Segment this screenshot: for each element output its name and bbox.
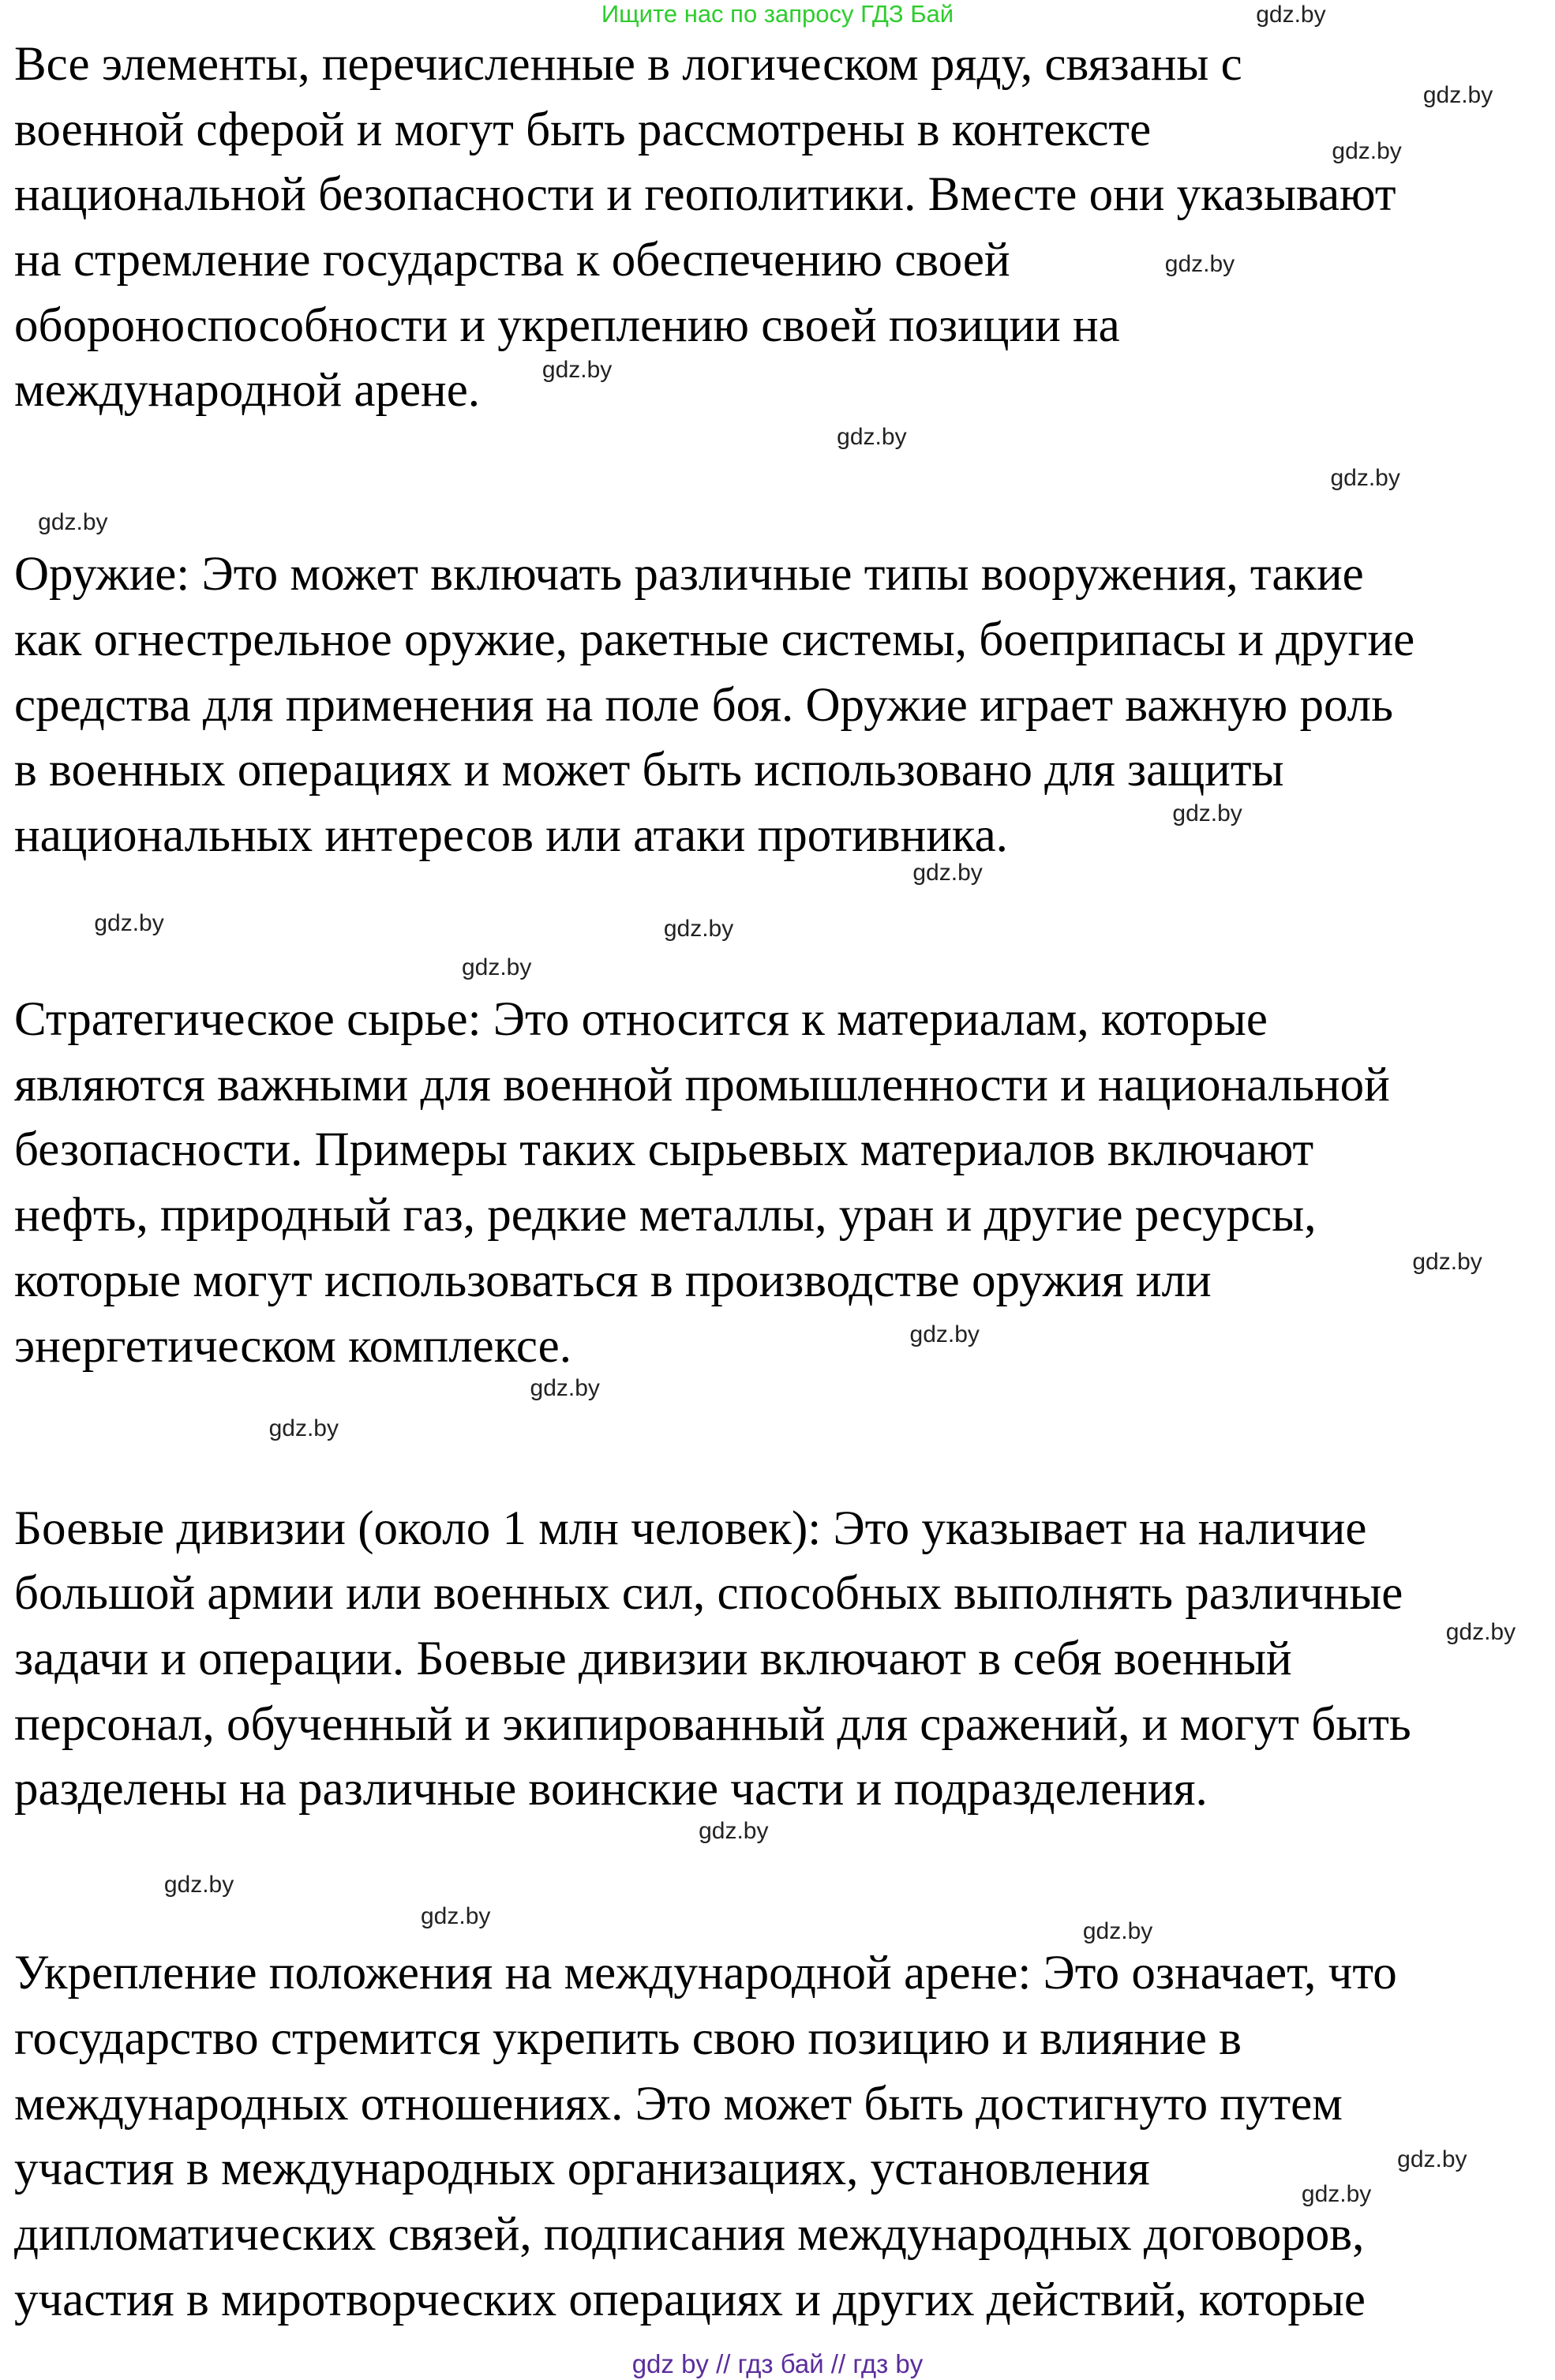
paragraph-5-line: международных отношениях. Это может быть достигнуто путем	[14, 2077, 1343, 2131]
paragraph-2-line: как огнестрельное оружие, ракетные системы, боеприпасы и другие	[14, 613, 1415, 666]
watermark-text: gdz.by	[1172, 800, 1242, 827]
paragraph-1-line: национальной безопасности и геополитики. Вместе они указывают	[14, 168, 1396, 222]
paragraph-3-line: Стратегическое сырье: Это относится к материалам, которые	[14, 993, 1268, 1046]
watermark-text: gdz.by	[912, 860, 983, 886]
watermark-text: gdz.by	[1412, 1248, 1482, 1275]
watermark-text: gdz.by	[461, 954, 532, 980]
watermark-text: gdz.by	[1256, 2, 1326, 28]
paragraph-5-line: государство стремится укрепить свою позицию и влияние в	[14, 2012, 1242, 2065]
paragraph-4-line: персонал, обученный и экипированный для сражений, и могут быть	[14, 1697, 1411, 1751]
watermark-text: gdz.by	[541, 357, 613, 384]
watermark-text: gdz.by	[94, 909, 164, 936]
paragraph-3-line: нефть, природный газ, редкие металлы, уран и другие ресурсы,	[14, 1189, 1317, 1242]
watermark-text: gdz.by	[1422, 82, 1493, 109]
paragraph-2-line: средства для применения на поле боя. Оружие играет важную роль	[14, 678, 1393, 732]
paragraph-4-line: задачи и операции. Боевые дивизии включают в себя военный	[14, 1632, 1292, 1685]
watermark-text: gdz.by	[909, 1321, 980, 1348]
paragraph-3-line: являются важными для военной промышленности и национальной	[14, 1058, 1390, 1111]
paragraph-2-line: национальных интересов или атаки противника.	[14, 809, 1008, 863]
watermark-text: gdz.by	[530, 1374, 600, 1401]
paragraph-4-line: большой армии или военных сил, способных выполнять различные	[14, 1567, 1403, 1621]
watermark-text: gdz.by	[268, 1415, 339, 1442]
paragraph-3-line: которые могут использоваться в производстве оружия или	[14, 1254, 1212, 1307]
search-hint-banner: Ищите нас по запросу ГДЗ Бай	[601, 0, 954, 28]
paragraph-3-line: безопасности. Примеры таких сырьевых материалов включают	[14, 1123, 1314, 1177]
paragraph-1-line: обороноспособности и укреплению своей позиции на	[14, 298, 1120, 352]
watermark-text: gdz.by	[1164, 250, 1235, 277]
paragraph-1-line: военной сферой и могут быть рассмотрены в контексте	[14, 103, 1152, 156]
paragraph-1-line: международной арене.	[14, 364, 481, 418]
paragraph-3-line: энергетическом комплексе.	[14, 1319, 571, 1373]
paragraph-5-line: Укрепление положения на международной арене: Это означает, что	[14, 1947, 1397, 2000]
watermark-text: gdz.by	[1445, 1619, 1516, 1646]
watermark-text: gdz.by	[1330, 465, 1400, 492]
paragraph-4-line: Боевые дивизии (около 1 млн человек): Это указывает на наличие	[14, 1501, 1367, 1555]
paragraph-2-line: Оружие: Это может включать различные типы вооружения, такие	[14, 548, 1364, 602]
watermark-text: gdz.by	[1082, 1918, 1153, 1945]
paragraph-5-line: участия в миротворческих операциях и других действий, которые	[14, 2273, 1366, 2326]
watermark-text: gdz.by	[837, 424, 907, 451]
paragraph-5-line: участия в международных организациях, установления	[14, 2142, 1150, 2196]
watermark-text: gdz.by	[1397, 2146, 1467, 2172]
watermark-text: gdz.by	[1301, 2181, 1372, 2208]
paragraph-4-line: разделены на различные воинские части и подразделения.	[14, 1763, 1208, 1816]
watermark-text: gdz.by	[663, 916, 734, 943]
watermark-text: gdz.by	[163, 1871, 234, 1898]
paragraph-5-line: дипломатических связей, подписания международных договоров,	[14, 2208, 1365, 2262]
watermark-text: gdz.by	[420, 1903, 491, 1930]
footer-links: gdz by // гдз бай // гдз by	[631, 2349, 924, 2378]
watermark-text: gdz.by	[1332, 138, 1402, 165]
paragraph-2-line: в военных операциях и может быть использовано для защиты	[14, 744, 1284, 797]
paragraph-1-line: Все элементы, перечисленные в логическом ряду, связаны с	[14, 37, 1242, 91]
watermark-text: gdz.by	[38, 508, 108, 535]
watermark-text: gdz.by	[699, 1818, 769, 1845]
paragraph-1-line: на стремление государства к обеспечению своей	[14, 234, 1010, 287]
